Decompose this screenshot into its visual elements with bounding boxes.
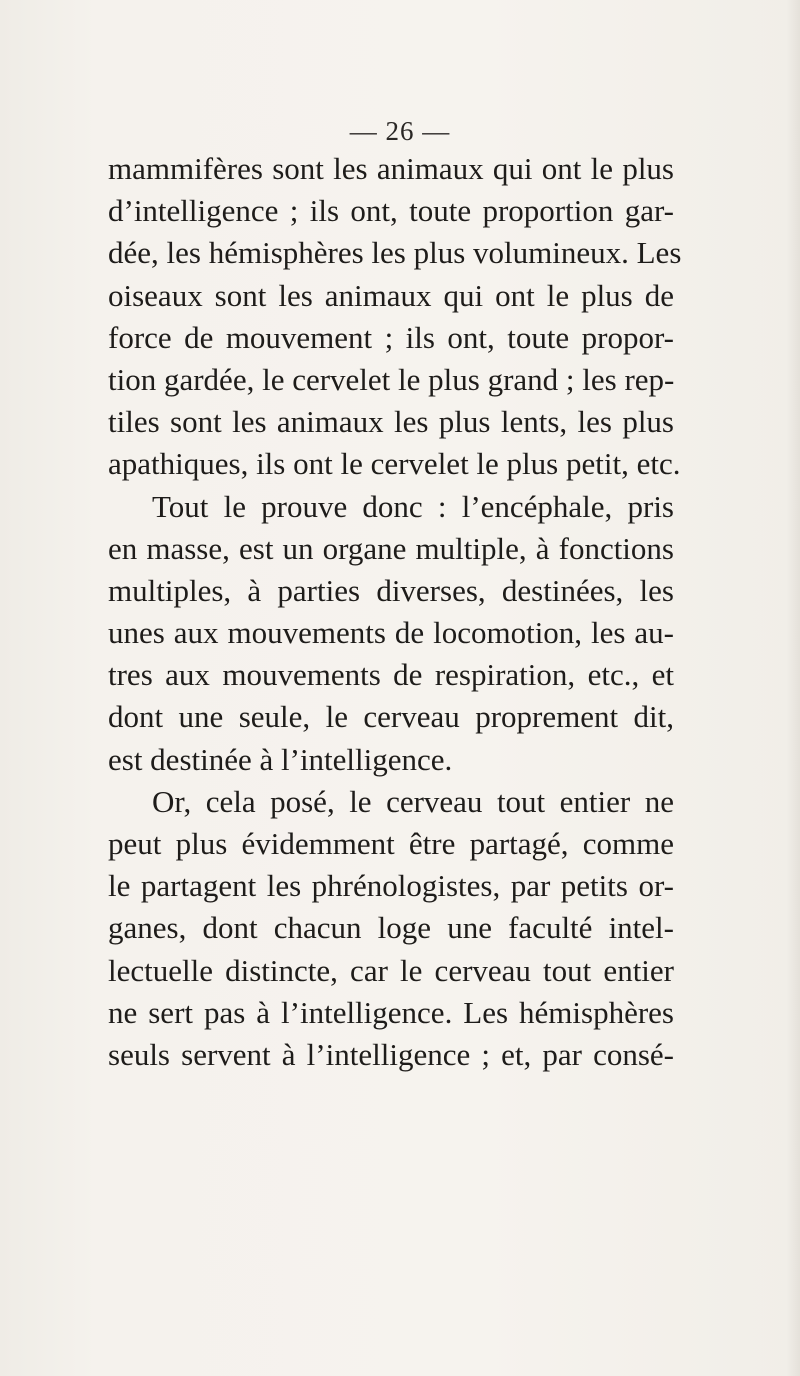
- body-text: [108, 148, 682, 1076]
- text-line: le partagent les phrénologistes, par petits or-: [108, 868, 674, 904]
- text-line: Or, cela posé, le cerveau tout entier ne: [152, 783, 674, 819]
- text-line: multiples, à parties diverses, destinées, les: [108, 572, 674, 608]
- text-line: dée, les hémisphères les plus volumineux. Les: [108, 235, 682, 271]
- text-line: unes aux mouvements de locomotion, les au-: [108, 615, 674, 651]
- text-line: mammifères sont les animaux qui ont le plus: [108, 151, 674, 186]
- text-line: est destinée à l’intelligence.: [108, 741, 453, 777]
- page-number: — 26 —: [349, 116, 451, 146]
- text-line: ne sert pas à l’intelligence. Les hémisphères: [108, 994, 674, 1030]
- text-line: tiles sont les animaux les plus lents, les plus: [108, 404, 674, 440]
- text-line: force de mouvement ; ils ont, toute propor-: [108, 319, 674, 355]
- text-line: dont une seule, le cerveau proprement dit,: [108, 699, 674, 735]
- text-line: oiseaux sont les animaux qui ont le plus de: [108, 277, 674, 313]
- text-line: peut plus évidemment être partagé, comme: [108, 826, 674, 861]
- text-line: lectuelle distincte, car le cerveau tout entier: [108, 952, 674, 988]
- text-line: d’intelligence ; ils ont, toute proportion gar-: [108, 193, 674, 229]
- text-line: seuls servent à l’intelligence ; et, par consé-: [108, 1036, 674, 1072]
- text-line: Tout le prouve donc : l’encéphale, pris: [152, 488, 674, 524]
- text-line: ganes, dont chacun loge une faculté intel-: [108, 910, 674, 946]
- text-line: tion gardée, le cervelet le plus grand ; les rep-: [108, 361, 675, 397]
- page-edge-shadow: [786, 0, 800, 1376]
- text-line: en masse, est un organe multiple, à fonctions: [108, 530, 674, 566]
- text-line: apathiques, ils ont le cervelet le plus petit, etc.: [108, 446, 681, 482]
- text-line: tres aux mouvements de respiration, etc., et: [108, 657, 674, 693]
